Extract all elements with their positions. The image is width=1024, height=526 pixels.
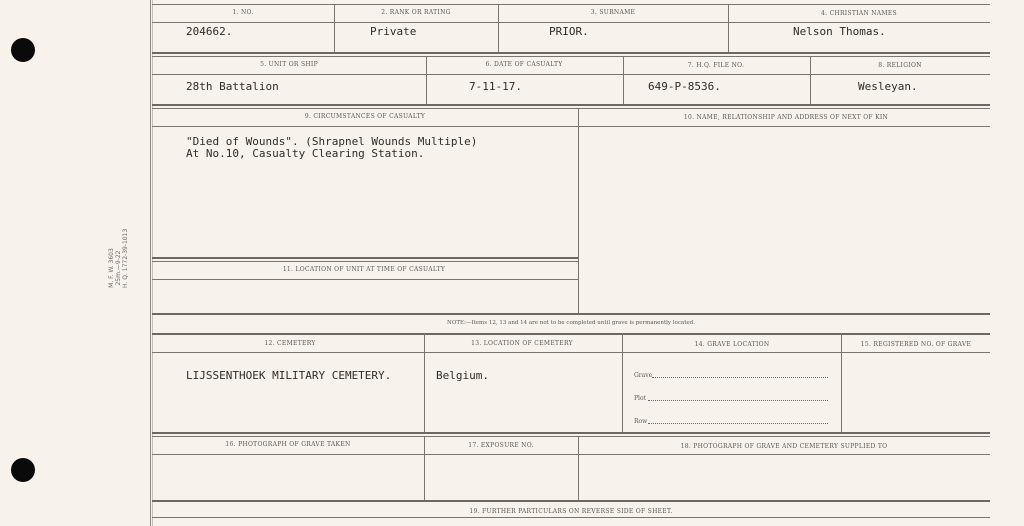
divider	[578, 108, 579, 314]
divider	[623, 56, 624, 104]
rank-label: 2. RANK OR RATING	[381, 9, 451, 16]
circumstances-line-1: "Died of Wounds". (Shrapnel Wounds Multiple)	[186, 135, 478, 148]
row-field-label: Row	[634, 418, 648, 425]
divider	[334, 4, 335, 52]
plot-field-label: Plot	[634, 395, 646, 402]
divider	[424, 333, 425, 432]
rule	[152, 52, 990, 54]
rule	[152, 22, 990, 23]
christian-names-label: 4. CHRISTIAN NAMES	[821, 10, 897, 17]
rule	[152, 104, 990, 106]
rule	[152, 517, 990, 518]
rule	[152, 279, 578, 280]
rule	[152, 432, 990, 434]
hq-file-no-value: 649-P-8536.	[648, 80, 721, 93]
rule	[152, 313, 990, 315]
divider	[728, 4, 729, 52]
grave-field-line	[652, 377, 828, 378]
grave-field-label: Grave	[634, 372, 653, 379]
location-of-cemetery-value: Belgium.	[436, 369, 489, 382]
registered-no-label: 15. REGISTERED NO. OF GRAVE	[860, 341, 972, 348]
rule	[152, 333, 990, 335]
punch-hole-bottom	[11, 458, 35, 482]
religion-label: 8. RELIGION	[878, 62, 922, 69]
exposure-no-label: 17. EXPOSURE NO.	[468, 442, 534, 449]
circumstances-label: 9. CIRCUMSTANCES OF CASUALTY	[304, 113, 426, 120]
circumstances-line-2: At No.10, Casualty Clearing Station.	[186, 147, 425, 160]
form-reference-note	[108, 228, 168, 288]
further-particulars-label: 19. FURTHER PARTICULARS ON REVERSE SIDE OF SHEET.	[469, 508, 673, 515]
date-of-casualty-value: 7-11-17.	[469, 80, 522, 93]
location-of-unit-label: 11. LOCATION OF UNIT AT TIME OF CASUALTY	[282, 266, 446, 273]
form-reference-line-2: 25m.—9-22	[115, 250, 122, 286]
surname-label: 3. SURNAME	[590, 9, 636, 16]
plot-field-line	[648, 400, 828, 401]
hq-file-no-label: 7. H.Q. FILE NO.	[687, 62, 745, 69]
divider	[578, 436, 579, 500]
cemetery-label: 12. CEMETERY	[264, 340, 316, 347]
rule	[152, 126, 990, 127]
divider	[810, 56, 811, 104]
divider	[498, 4, 499, 52]
unit-value: 28th Battalion	[186, 80, 279, 93]
rule	[152, 108, 990, 109]
rule	[152, 56, 990, 57]
divider	[841, 333, 842, 432]
photo-supplied-label: 18. PHOTOGRAPH OF GRAVE AND CEMETERY SUPPLIED TO	[680, 443, 888, 450]
rule	[152, 352, 990, 353]
rule	[152, 436, 990, 437]
divider	[622, 333, 623, 432]
rule	[152, 74, 990, 75]
divider	[426, 56, 427, 104]
grave-location-label: 14. GRAVE LOCATION	[694, 341, 770, 348]
rule	[152, 4, 990, 5]
cemetery-value: LIJSSENTHOEK MILITARY CEMETERY.	[186, 369, 392, 382]
row-field-line	[648, 423, 828, 424]
unit-label: 5. UNIT OR SHIP	[260, 61, 318, 68]
form-reference-line-3: H. Q. 1772-39-1013	[122, 228, 129, 288]
no-label: 1. NO.	[232, 9, 254, 16]
service-number: 204662.	[186, 25, 233, 38]
photo-taken-label: 16. PHOTOGRAPH OF GRAVE TAKEN	[225, 441, 351, 448]
divider	[424, 436, 425, 500]
punch-hole-top	[11, 38, 35, 62]
rank-value: Private	[370, 25, 417, 38]
christian-names-value: Nelson Thomas.	[793, 25, 886, 38]
rule	[152, 261, 578, 262]
surname-value: PRIOR.	[549, 25, 589, 38]
completion-note: NOTE:—Items 12, 13 and 14 are not to be completed until grave is permanently located.	[447, 320, 695, 326]
location-of-cemetery-label: 13. LOCATION OF CEMETERY	[471, 340, 573, 347]
rule	[152, 257, 578, 259]
form-reference-line-1: M. F. W. 3603	[108, 248, 115, 288]
rule	[152, 454, 990, 455]
rule	[152, 500, 990, 502]
date-of-casualty-label: 6. DATE OF CASUALTY	[485, 61, 563, 68]
next-of-kin-label: 10. NAME, RELATIONSHIP AND ADDRESS OF NEXT OF KIN	[683, 114, 889, 121]
religion-value: Wesleyan.	[858, 80, 918, 93]
